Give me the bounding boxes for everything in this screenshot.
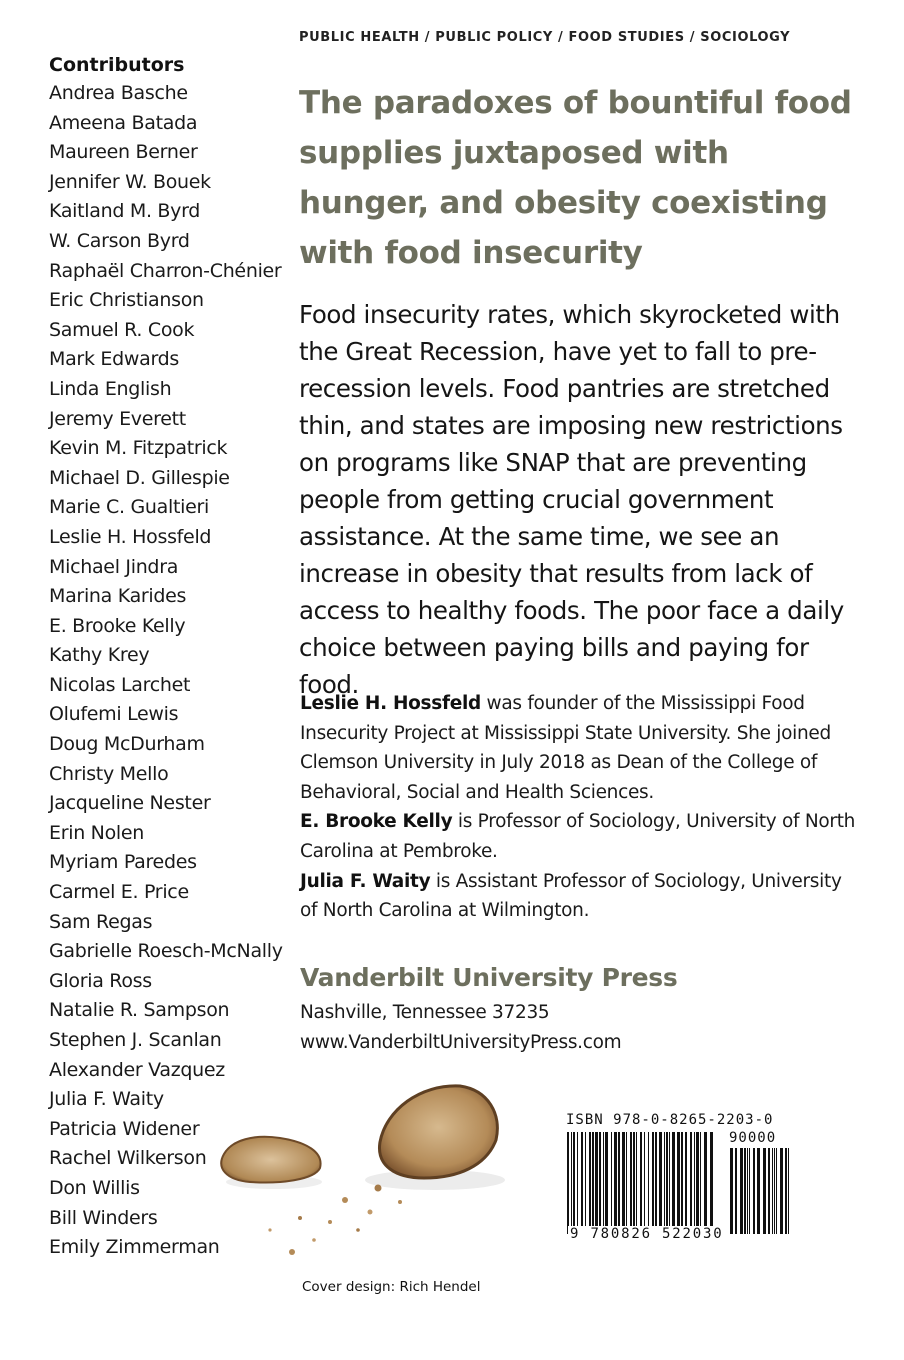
publisher-url: www.VanderbiltUniversityPress.com <box>300 1031 622 1053</box>
contributor-name: Myriam Paredes <box>49 851 197 874</box>
author-bios <box>300 689 860 926</box>
barcode-bar <box>655 1132 657 1234</box>
bread-crumb <box>328 1220 332 1224</box>
headline: The paradoxes of bountiful food supplies juxtaposed with hunger, and obesity coexisting with food insecurity <box>299 85 852 271</box>
barcode-bar <box>788 1148 789 1234</box>
bio-text: is Assistant Professor of Sociology, University of North Carolina at Wilmington. <box>300 870 842 922</box>
contributor-name: Doug McDurham <box>49 733 205 756</box>
bread-piece <box>221 1137 320 1183</box>
barcode-bar <box>747 1148 748 1234</box>
contributor-name: E. Brooke Kelly <box>49 614 186 637</box>
barcode-bar <box>772 1148 773 1234</box>
contributor-name: Alexander Vazquez <box>49 1058 225 1081</box>
barcode-bar <box>603 1132 604 1234</box>
subject-categories: PUBLIC HEALTH / PUBLIC POLICY / FOOD STUDIES / SOCIOLOGY <box>299 30 791 45</box>
contributor-name: Patricia Widener <box>49 1117 200 1140</box>
barcode-bar <box>626 1132 627 1234</box>
barcode-bar <box>740 1148 743 1234</box>
barcode-bar <box>605 1132 608 1234</box>
barcode-bar <box>768 1148 770 1234</box>
contributor-name: Emily Zimmerman <box>49 1236 220 1259</box>
barcode-bar <box>749 1148 750 1234</box>
barcode-bar <box>595 1132 598 1234</box>
bio-kelly <box>300 807 860 866</box>
barcode-digits: 9 780826 522030 <box>570 1226 724 1242</box>
barcode-bar <box>704 1132 707 1234</box>
bread-crumb <box>368 1210 373 1215</box>
contributor-name: Christy Mello <box>49 762 169 785</box>
barcode-bar <box>652 1132 654 1234</box>
barcode-bar <box>757 1148 760 1234</box>
barcode-bar <box>648 1132 649 1234</box>
barcode-bar <box>700 1132 701 1234</box>
barcode-bar <box>785 1148 787 1234</box>
isbn-barcode <box>566 1112 796 1244</box>
barcode-bar <box>567 1132 569 1234</box>
barcode-bar <box>592 1132 594 1234</box>
contributor-name: Jeremy Everett <box>49 407 186 430</box>
barcode-bar <box>681 1132 683 1234</box>
barcode-bar <box>664 1132 665 1234</box>
contributor-name: Jacqueline Nester <box>49 792 211 815</box>
bread-crust-image <box>210 1070 510 1270</box>
contributor-name: Eric Christianson <box>49 289 204 312</box>
contributor-name: Carmel E. Price <box>49 881 189 904</box>
barcode-bar <box>630 1132 632 1234</box>
bread-crumb <box>289 1249 295 1255</box>
barcode-bar <box>581 1132 583 1234</box>
contributor-name: Stephen J. Scanlan <box>49 1029 222 1051</box>
barcode-bar <box>622 1132 625 1234</box>
description-blurb: Food insecurity rates, which skyrocketed with the Great Recession, have yet to fall to pre-recession levels. Food pantries are stretched thin, and states are imposing new restrictions on programs like SNAP that are preventing people from getting crucial government assistance. At the same time, we see an increase in obesity that results from lack of access to healthy foods. The poor face a daily choice between paying bills and paying for food. <box>299 300 844 699</box>
bread-crumb <box>298 1216 302 1220</box>
contributor-name: Gloria Ross <box>49 969 152 992</box>
contributor-name: Ameena Batada <box>49 111 198 134</box>
barcode-bar <box>744 1148 746 1234</box>
barcode-bar <box>640 1132 642 1234</box>
barcode-price-code: 90000 <box>729 1130 777 1146</box>
barcode-bar <box>611 1132 612 1234</box>
bio-waity <box>300 867 860 926</box>
bread-crumb <box>375 1185 382 1192</box>
contributor-name: Leslie H. Hossfeld <box>49 525 212 548</box>
contributor-name: Marina Karides <box>49 585 187 608</box>
bio-text: is Professor of Sociology, University of North Carolina at Pembroke. <box>300 811 856 862</box>
barcode-bar <box>589 1132 591 1234</box>
publisher-block <box>300 958 800 1057</box>
bio-name: Julia F. Waity <box>300 870 431 892</box>
contributor-name: Kathy Krey <box>49 644 150 667</box>
contributor-name: Rachel Wilkerson <box>49 1147 207 1170</box>
barcode-bars <box>566 1132 716 1234</box>
contributor-name: Kevin M. Fitzpatrick <box>49 437 228 460</box>
contributor-name: Michael D. Gillespie <box>49 466 230 489</box>
contributor-name: Jennifer W. Bouek <box>49 170 211 193</box>
barcode-bar <box>685 1132 687 1234</box>
bio-hossfeld <box>300 689 860 807</box>
barcode-addon-bars <box>729 1148 791 1234</box>
bio-name: E. Brooke Kelly <box>300 811 453 833</box>
bread-crumb <box>398 1200 402 1204</box>
bio-text: was founder of the Mississippi Food Insecurity Project at Mississippi State University. She joined Clemson University in July 2018 as Dean of the College of Behavioral, Social and Health Sciences. <box>300 693 831 803</box>
contributor-name: Olufemi Lewis <box>49 703 179 726</box>
barcode-bar <box>669 1132 670 1234</box>
barcode-bar <box>780 1148 783 1234</box>
barcode-bar <box>774 1148 775 1234</box>
contributor-name: Samuel R. Cook <box>49 318 195 341</box>
contributor-name: Gabrielle Roesch-McNally <box>49 940 283 963</box>
barcode-bar <box>644 1132 645 1234</box>
contributor-name: Linda English <box>49 377 172 400</box>
barcode-bar <box>618 1132 620 1234</box>
barcode-bar <box>694 1132 695 1234</box>
barcode-bar <box>763 1148 766 1234</box>
barcode-bar <box>753 1148 755 1234</box>
contributor-name: Michael Jindra <box>49 555 179 578</box>
barcode-bar <box>710 1132 713 1234</box>
barcode-bar <box>672 1132 675 1234</box>
barcode-bar <box>577 1132 578 1234</box>
bread-crumb <box>342 1197 348 1203</box>
bread-crumb <box>356 1228 360 1232</box>
cover-design-credit: Cover design: Rich Hendel <box>302 1279 481 1295</box>
publisher-address: Nashville, Tennessee 37235 <box>300 1002 550 1023</box>
barcode-bar <box>636 1132 637 1234</box>
contributor-name: Nicolas Larchet <box>49 673 191 696</box>
isbn-number: ISBN 978-0-8265-2203-0 <box>566 1112 774 1128</box>
publisher-name: Vanderbilt University Press <box>300 963 678 992</box>
contributors-heading: Contributors <box>49 54 185 76</box>
contributor-name: Mark Edwards <box>49 348 179 371</box>
barcode-bar <box>730 1148 733 1234</box>
contributor-name: Julia F. Waity <box>49 1088 164 1111</box>
barcode-bar <box>659 1132 662 1234</box>
contributor-name: Bill Winders <box>49 1206 158 1229</box>
barcode-bar <box>571 1132 572 1234</box>
barcode-bar <box>690 1132 692 1234</box>
barcode-bar <box>585 1132 586 1234</box>
barcode-bar <box>677 1132 680 1234</box>
bread-crumb <box>312 1238 316 1242</box>
barcode-bar <box>735 1148 737 1234</box>
barcode-bar <box>776 1148 777 1234</box>
bread-crumb <box>268 1228 271 1231</box>
barcode-bar <box>696 1132 699 1234</box>
barcode-bar <box>633 1132 635 1234</box>
contributor-name: Maureen Berner <box>49 141 198 164</box>
contributor-name: W. Carson Byrd <box>49 229 190 252</box>
contributor-name: Andrea Basche <box>49 82 188 104</box>
barcode-bar <box>599 1132 601 1234</box>
contributor-name: Sam Regas <box>49 910 153 933</box>
barcode-bar <box>614 1132 617 1234</box>
contributor-name: Natalie R. Sampson <box>49 999 230 1022</box>
contributor-name: Don Willis <box>49 1176 140 1199</box>
contributor-name: Raphaël Charron-Chénier <box>49 259 282 282</box>
barcode-bar <box>666 1132 668 1234</box>
bread-slice <box>379 1086 497 1178</box>
bio-name: Leslie H. Hossfeld <box>300 693 481 714</box>
contributor-name: Erin Nolen <box>49 821 145 844</box>
contributor-name: Kaitland M. Byrd <box>49 200 201 223</box>
contributor-name: Marie C. Gualtieri <box>49 496 209 519</box>
barcode-bar <box>573 1132 575 1234</box>
